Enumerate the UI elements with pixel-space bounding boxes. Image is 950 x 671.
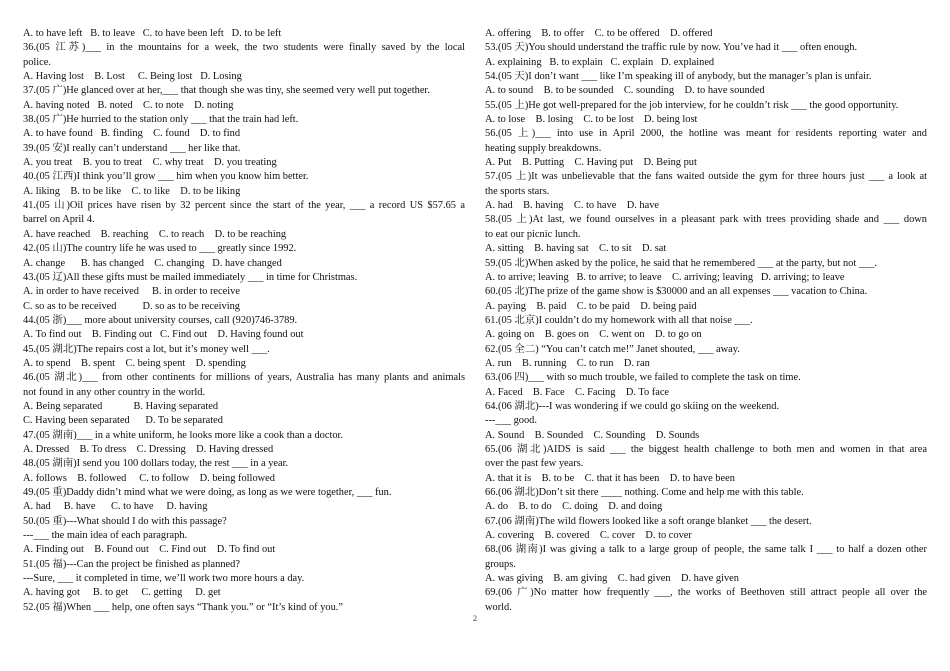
- text-line: A. Put B. Putting C. Having put D. Being put: [485, 157, 697, 169]
- text-line: A. Dressed B. To dress C. Dressing D. Having dressed: [23, 443, 274, 455]
- right-column: [485, 27, 927, 615]
- text-line: A. run B. running C. to run D. ran: [485, 357, 650, 369]
- text-line: 68.(06 湖南)I was giving a talk to a large group of people, the same talk I ___ to half a dozen other: [485, 544, 927, 556]
- text-line: A. to have left B. to leave C. to have been left D. to be left: [23, 28, 282, 39]
- text-line: 38.(05 广)He hurried to the station only ___ that the train had left.: [23, 114, 299, 126]
- left-column: [23, 27, 465, 615]
- text-line: 46.(05 湖北)___ from other continents for millions of years, Australia has many plants and animals: [23, 372, 465, 384]
- text-line: 60.(05 北)The prize of the game show is $30000 and an all expenses ___ vacation to China.: [485, 286, 868, 298]
- text-line: ---Sure, ___ it completed in time, we’ll work two more hours a day.: [23, 573, 305, 585]
- text-line: A. covering B. covered C. cover D. to cover: [485, 530, 692, 542]
- text-line: 36.(05 江苏)___ in the mountains for a week, the two students were finally saved by the local: [23, 42, 465, 54]
- text-line: A. that it is B. to be C. that it has been D. to have been: [485, 472, 735, 484]
- text-line: over the past few years.: [485, 458, 584, 470]
- text-line: A. Finding out B. Found out C. Find out D. To find out: [23, 544, 276, 556]
- text-line: 48.(05 湖南)I send you 100 dollars today, the rest ___ in a year.: [23, 458, 289, 470]
- text-line: 47.(05 湖南)___ in a white uniform, he looks more like a cook than a doctor.: [23, 429, 344, 441]
- text-line: police.: [23, 56, 51, 68]
- text-line: 55.(05 上)He got well-prepared for the job interview, for he couldn’t risk ___ the good opportunity.: [485, 99, 899, 111]
- text-line: 62.(05 全二) “You can’t catch me!” Janet shouted, ___ away.: [485, 343, 740, 355]
- text-line: 37.(05 广)He glanced over at her,___ that though she was tiny, she seemed very well put together.: [23, 85, 430, 97]
- text-line: 59.(05 北)When asked by the police, he said that he remembered ___ at the party, but not ___.: [485, 257, 878, 269]
- text-line: A. offering B. to offer C. to be offered D. offered: [485, 28, 713, 39]
- text-line: groups.: [485, 558, 516, 570]
- text-line: A. to arrive; leaving B. to arrive; to leave C. arriving; leaving D. arriving; to leave: [485, 271, 845, 283]
- text-line: 65.(06 湖北)AIDS is said ___ the biggest health challenge to both men and women in that area: [485, 443, 927, 455]
- text-line: C. so as to be received D. so as to be receiving: [23, 300, 240, 312]
- text-line: ---___ the main idea of each paragraph.: [23, 530, 188, 542]
- text-line: heating supply breakdowns.: [485, 142, 602, 154]
- text-line: 43.(05 辽)All these gifts must be mailed immediately ___ in time for Christmas.: [23, 271, 358, 283]
- text-line: 42.(05 山)The country life he was used to ___ greatly since 1992.: [23, 243, 297, 255]
- text-line: 54.(05 天)I don’t want ___ like I’m speaking ill of anybody, but the manager’s plan is unfair.: [485, 71, 872, 83]
- text-line: A. sitting B. having sat C. to sit D. sat: [485, 243, 667, 255]
- text-line: 66.(06 湖北)Don’t sit there ____ nothing. Come and help me with this table.: [485, 487, 804, 498]
- text-line: not found in any other country in the world.: [23, 386, 206, 398]
- text-line: ---___ good.: [485, 415, 537, 427]
- text-line: 58.(05 上)At last, we found ourselves in a pleasant park with trees providing shade and ___ down: [485, 214, 927, 226]
- text-line: A. having got B. to get C. getting D. get: [23, 587, 221, 599]
- text-line: 56.(05 上)___ into use in April 2000, the hotline was meant for residents reporting water and: [485, 128, 927, 140]
- text-line: 45.(05 湖北)The repairs cost a lot, but it’s money well ___.: [23, 343, 270, 355]
- text-line: 44.(05 浙)___ more about university courses, call (920)746-3789.: [23, 314, 298, 326]
- text-line: A. do B. to do C. doing D. and doing: [485, 501, 663, 513]
- text-line: A. to sound B. to be sounded C. sounding D. to have sounded: [485, 85, 765, 97]
- text-line: the sports stars.: [485, 185, 550, 197]
- text-line: A. Sound B. Sounded C. Sounding D. Sounds: [485, 429, 700, 441]
- text-line: C. Having been separated D. To be separated: [23, 415, 223, 427]
- text-line: A. follows B. followed C. to follow D. being followed: [23, 472, 275, 484]
- text-line: barrel on April 4.: [23, 214, 95, 226]
- text-line: A. to spend B. spent C. being spent D. spending: [23, 357, 246, 369]
- text-line: 63.(06 四)___ with so much trouble, we failed to complete the task on time.: [485, 372, 801, 384]
- text-line: A. explaining B. to explain C. explain D. explained: [485, 56, 715, 68]
- text-line: 64.(06 湖北)---I was wondering if we could go skiing on the weekend.: [485, 400, 780, 412]
- text-line: A. To find out B. Finding out C. Find out D. Having found out: [23, 329, 304, 341]
- text-line: A. Having lost B. Lost C. Being lost D. Losing: [23, 71, 242, 83]
- text-line: 57.(05 上)It was unbelievable that the fans waited outside the gym for three hours just ___ a look at: [485, 171, 927, 183]
- text-line: to eat our picnic lunch.: [485, 228, 581, 240]
- text-line: A. to have found B. finding C. found D. to find: [23, 128, 241, 140]
- text-line: A. Being separated B. Having separated: [23, 400, 219, 412]
- text-line: A. having noted B. noted C. to note D. noting: [23, 99, 234, 111]
- text-line: 67.(06 湖南)The wild flowers looked like a soft orange blanket ___ the desert.: [485, 515, 812, 527]
- text-line: 41.(05 山)Oil prices have risen by 32 percent since the start of the year, ___ a record US $57.65 a: [23, 200, 465, 212]
- text-line: A. going on B. goes on C. went on D. to go on: [485, 329, 702, 341]
- text-line: 49.(05 重)Daddy didn’t mind what we were doing, as long as we were together, ___ fun.: [23, 487, 392, 498]
- text-line: A. have reached B. reaching C. to reach D. to be reaching: [23, 228, 287, 240]
- text-line: A. paying B. paid C. to be paid D. being paid: [485, 300, 697, 312]
- text-line: A. to lose B. losing C. to be lost D. being lost: [485, 114, 698, 126]
- text-line: A. in order to have received B. in order to receive: [23, 286, 240, 298]
- text-line: A. change B. has changed C. changing D. have changed: [23, 257, 282, 269]
- text-line: 69.(06 广)No matter how frequently ___, the works of Beethoven still attract people all over the: [485, 587, 927, 599]
- text-line: A. was giving B. am giving C. had given D. have given: [485, 573, 739, 585]
- text-line: A. liking B. to be like C. to like D. to be liking: [23, 185, 241, 197]
- text-line: A. you treat B. you to treat C. why treat D. you treating: [23, 157, 277, 169]
- text-line: 52.(05 福)When ___ help, one often says “Thank you.” or “It’s kind of you.”: [23, 601, 344, 613]
- text-line: A. had B. have C. to have D. having: [23, 501, 208, 513]
- text-line: 50.(05 重)---What should I do with this passage?: [23, 515, 227, 527]
- text-line: 53.(05 天)You should understand the traffic rule by now. You’ve had it ___ often enough.: [485, 42, 858, 54]
- page-number: 2: [473, 614, 477, 623]
- text-line: A. had B. having C. to have D. have: [485, 200, 660, 212]
- text-line: 61.(05 北京)I couldn’t do my homework with all that noise ___.: [485, 314, 753, 326]
- text-line: A. Faced B. Face C. Facing D. To face: [485, 386, 670, 398]
- text-line: 40.(05 江西)I think you’ll grow ___ him when you know him better.: [23, 171, 309, 183]
- text-line: 51.(05 福)---Can the project be finished as planned?: [23, 558, 240, 570]
- text-line: world.: [485, 601, 512, 613]
- text-line: 39.(05 安)I really can’t understand ___ her like that.: [23, 142, 241, 154]
